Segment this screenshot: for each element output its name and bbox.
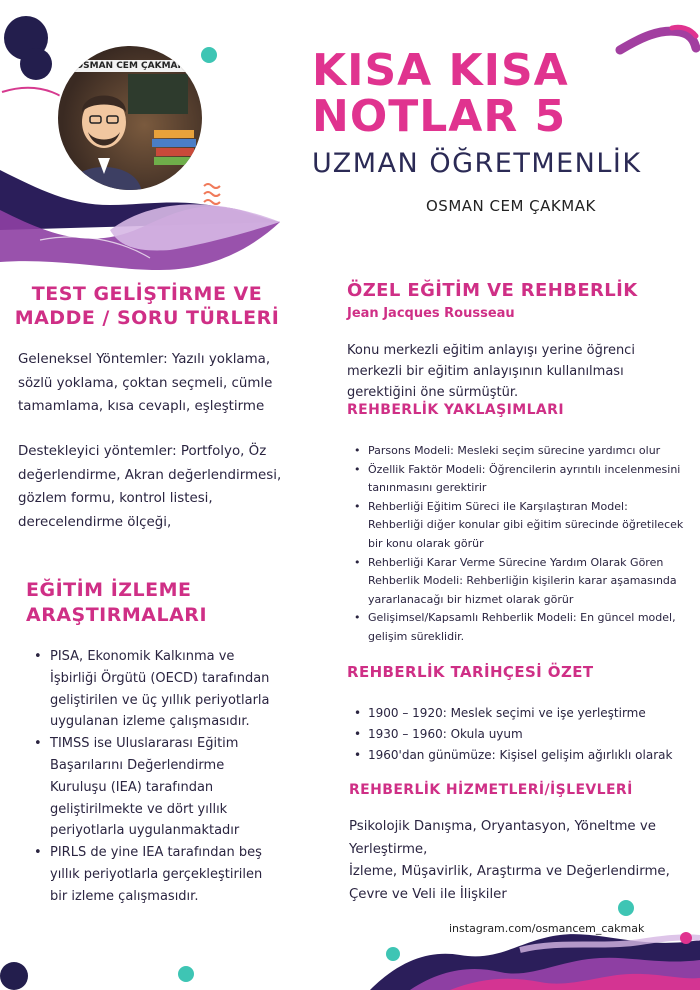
title-line-1: KISA KISA bbox=[312, 45, 569, 96]
heading-line: ARAŞTIRMALARI bbox=[26, 604, 208, 626]
paragraph-rousseau: Konu merkezli eğitim anlayışı yerine öğrenci merkezli bir eğitim anlayışının kullanılması gerektiğini öne sürmüştür. bbox=[347, 343, 635, 400]
author-avatar bbox=[56, 44, 204, 192]
instagram-link[interactable]: instagram.com/osmancem_cakmak bbox=[449, 922, 645, 935]
paragraph-destekleyici: Destekleyici yöntemler: Portfolyo, Öz değerlendirme, Akran değerlendirmesi, gözlem formu, kontrol listesi, derecelendirme ölçeği, bbox=[18, 444, 282, 530]
section-heading-egitim-izleme bbox=[26, 578, 207, 628]
decorative-swoosh-top-right bbox=[610, 18, 700, 68]
subtitle: UZMAN ÖĞRETMENLİK bbox=[312, 148, 642, 179]
list-item: • 1900 – 1920: Meslek seçimi ve işe yerleştirme bbox=[352, 703, 686, 724]
section-subheading-rousseau: Jean Jacques Rousseau bbox=[347, 306, 515, 321]
paragraph-line: İzleme, Müşavirlik, Araştırma ve Değerlendirme, Çevre ve Veli ile İlişkiler bbox=[349, 864, 670, 902]
section-heading-test-gelistirme bbox=[0, 282, 294, 330]
list-item: • PISA, Ekonomik Kalkınma ve İşbirliği Örgütü (OECD) tarafından geliştirilen ve üç yıllık periyotlarla uygulanan izleme çalışmasıdır. bbox=[30, 646, 280, 733]
section-heading-rehberlik-tarihcesi: REHBERLİK TARİHÇESİ ÖZET bbox=[347, 663, 594, 681]
heading-line: EĞİTİM İZLEME bbox=[26, 579, 192, 601]
main-title bbox=[312, 45, 569, 142]
section-heading-rehberlik-hizmetleri: REHBERLİK HİZMETLERİ/İŞLEVLERİ bbox=[349, 782, 633, 798]
list-item: • Özellik Faktör Modeli: Öğrencilerin ayrıntılı incelenmesini tanınmasını gerektirir bbox=[352, 461, 686, 498]
egitim-izleme-list bbox=[30, 646, 280, 908]
heading-line: TEST GELİŞTİRME VE bbox=[31, 283, 263, 305]
list-item: • PIRLS de yine IEA tarafından beş yıllık periyotlarla gerçekleştirilen bir izleme çalışmasıdır. bbox=[30, 842, 280, 907]
list-item: • 1930 – 1960: Okula uyum bbox=[352, 724, 686, 745]
section-heading-ozel-egitim: ÖZEL EĞİTİM VE REHBERLİK bbox=[347, 280, 638, 301]
rehberlik-tarihcesi-list bbox=[352, 703, 686, 766]
heading-line: MADDE / SORU TÜRLERİ bbox=[14, 307, 280, 329]
author-name: OSMAN CEM ÇAKMAK bbox=[426, 197, 596, 215]
list-item: • 1960'dan günümüze: Kişisel gelişim ağırlıklı olarak bbox=[352, 745, 686, 766]
list-item: • Parsons Modeli: Mesleki seçim sürecine yardımcı olur bbox=[352, 442, 686, 461]
avatar-caption: OSMAN CEM ÇAKMAK bbox=[58, 60, 202, 72]
list-item: • Rehberliği Eğitim Süreci ile Karşılaştıran Model: Rehberliği diğer konular gibi eğitim sürecinde öğretilecek bir konu olarak görür bbox=[352, 498, 686, 554]
section-heading-rehberlik-yaklasimlari: REHBERLİK YAKLAŞIMLARI bbox=[347, 402, 564, 418]
rehberlik-yaklasimlari-list bbox=[352, 442, 686, 647]
paragraph-line: Psikolojik Danışma, Oryantasyon, Yöneltme ve Yerleştirme, bbox=[349, 819, 656, 857]
list-item: • Gelişimsel/Kapsamlı Rehberlik Modeli: En güncel model, gelişim süreklidir. bbox=[352, 609, 686, 646]
list-item: • TIMSS ise Uluslararası Eğitim Başarılarını Değerlendirme Kuruluşu (IEA) tarafından geliştirilmekte ve dört yıllık periyotlarla uygulanmaktadır bbox=[30, 733, 280, 842]
paragraph-rehberlik-hizmetleri bbox=[349, 816, 689, 906]
title-line-2: NOTLAR 5 bbox=[312, 91, 567, 142]
list-item: • Rehberliği Karar Verme Sürecine Yardım Olarak Gören Rehberlik Modeli: Rehberliğin kişilerin karar aşamasında yararlanacağı bir hizmet olarak görür bbox=[352, 554, 686, 610]
paragraph-geleneksel: Geleneksel Yöntemler: Yazılı yoklama, sözlü yoklama, çoktan seçmeli, cümle tamamlama, kısa cevaplı, eşleştirme bbox=[18, 352, 273, 414]
